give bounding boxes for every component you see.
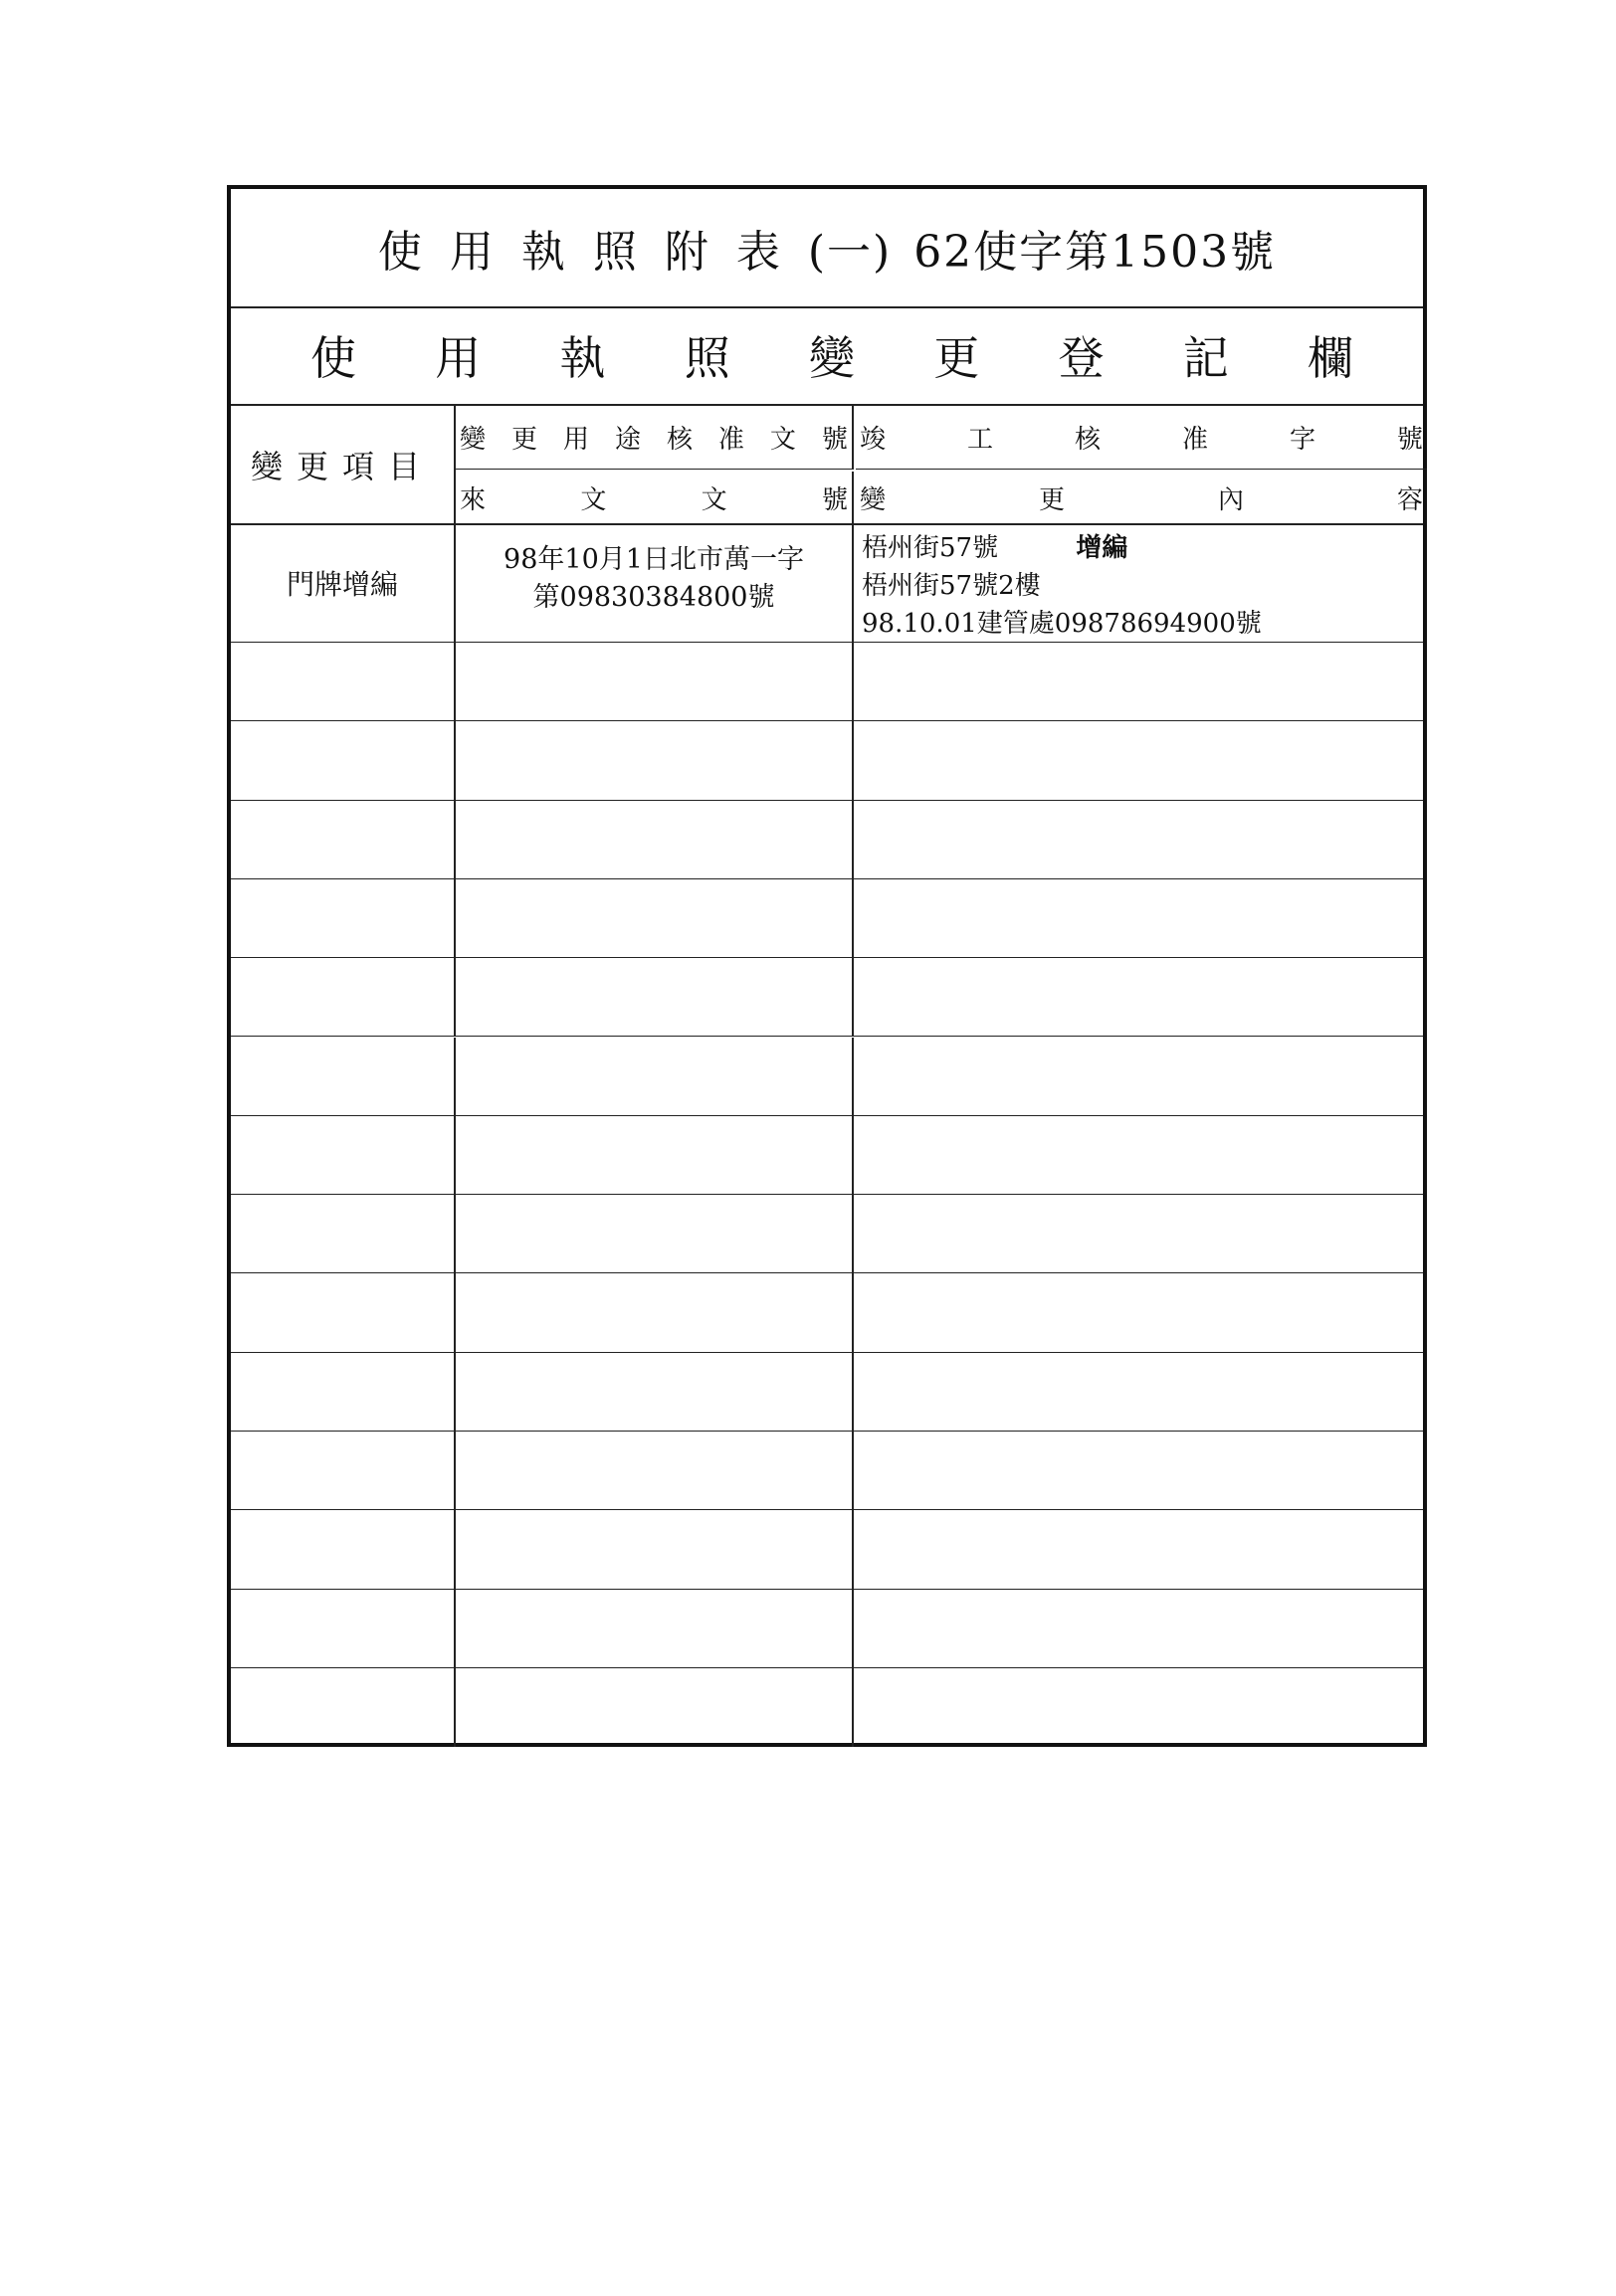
section-title-char: 使: [310, 331, 356, 385]
table-header: [231, 406, 1423, 525]
title-prefix: 使用執照附表: [377, 227, 808, 278]
empty-cell: [231, 1038, 456, 1115]
title-paren: (一): [807, 227, 893, 278]
empty-cell: [456, 1590, 854, 1667]
change-content-cell: [856, 523, 1427, 642]
empty-cell: [456, 1116, 854, 1194]
empty-cell: [231, 958, 456, 1036]
table-row: [231, 523, 1423, 643]
empty-cell: [231, 1116, 456, 1194]
section-title-char: 變: [809, 331, 855, 385]
table-row: [231, 958, 1423, 1037]
empty-cell: [456, 721, 854, 799]
empty-cell: [231, 721, 456, 799]
header-incoming-doc-no: 來 文 文 號: [456, 472, 854, 523]
empty-cell: [231, 1273, 456, 1351]
change-item-cell: 門牌增編: [231, 523, 456, 642]
section-title-char: 記: [1182, 331, 1229, 385]
table-row: [231, 1353, 1423, 1432]
empty-cell: [456, 958, 854, 1036]
empty-cell: [456, 1195, 854, 1272]
empty-cell: [856, 1273, 1427, 1351]
empty-cell: [456, 1510, 854, 1588]
form-title: [231, 189, 1423, 308]
empty-cell: [856, 1590, 1427, 1667]
empty-cell: [456, 801, 854, 878]
content-line-3: 98.10.01建管處09878694900號: [862, 609, 1262, 639]
table-row: [231, 721, 1423, 800]
permit-number: 62使字第1503號: [913, 227, 1277, 278]
content-line-2: 梧州街57號2樓: [862, 571, 1041, 601]
section-title-char: 登: [1058, 331, 1105, 385]
empty-cell: [231, 1432, 456, 1509]
empty-cell: [856, 1353, 1427, 1431]
doc-line-1: 98年10月1日北市萬一字: [504, 544, 804, 575]
table-row: [231, 1195, 1423, 1273]
empty-cell: [856, 1432, 1427, 1509]
table-row: [231, 1590, 1423, 1668]
empty-cell: [856, 958, 1427, 1036]
empty-cell: [456, 1038, 854, 1115]
empty-cell: [856, 1195, 1427, 1272]
empty-cell: [456, 1353, 854, 1431]
empty-cell: [456, 879, 854, 957]
header-change-content: 變 更 內 容: [860, 484, 1423, 515]
table-row: [231, 1273, 1423, 1352]
empty-cell: [231, 801, 456, 878]
content-tag: 增編: [1076, 533, 1128, 563]
content-line-1: 梧州街57號 增編: [862, 533, 1128, 563]
empty-cell: [231, 1353, 456, 1431]
empty-cell: [231, 1195, 456, 1272]
table-row: [231, 1510, 1423, 1589]
empty-cell: [231, 643, 456, 720]
empty-cell: [856, 1510, 1427, 1588]
section-title-char: 照: [684, 331, 730, 385]
empty-cell: [856, 643, 1427, 720]
table-row: [231, 1432, 1423, 1510]
section-title: [231, 306, 1423, 406]
usage-permit-form: [227, 185, 1427, 1747]
empty-cell: [231, 1668, 456, 1747]
table-row: [231, 1116, 1423, 1195]
empty-cell: [456, 1432, 854, 1509]
table-row: [231, 879, 1423, 958]
empty-cell: [856, 801, 1427, 878]
empty-cell: [856, 879, 1427, 957]
doc-number-cell: [456, 523, 854, 642]
header-change-use-approval-no: 變 更 用 途 核 准 文 號: [456, 406, 854, 470]
table-row: [231, 1668, 1423, 1747]
empty-cell: [856, 1116, 1427, 1194]
header-completion-approval-no: 竣 工 核 准 字 號: [856, 406, 1427, 470]
empty-cell: [456, 643, 854, 720]
empty-cell: [231, 879, 456, 957]
header-change-item: 變更項目: [231, 406, 456, 523]
section-title-char: 更: [933, 331, 980, 385]
empty-cell: [456, 1273, 854, 1351]
empty-cell: [856, 721, 1427, 799]
empty-cell: [856, 1038, 1427, 1115]
empty-cell: [856, 1668, 1427, 1747]
empty-cell: [456, 1668, 854, 1747]
doc-line-2: 第09830384800號: [532, 582, 775, 613]
table-row: [231, 801, 1423, 879]
table-row: [231, 1038, 1423, 1116]
section-title-char: 執: [559, 331, 606, 385]
empty-cell: [231, 1590, 456, 1667]
table-row: [231, 643, 1423, 721]
section-title-char: 欄: [1308, 331, 1353, 385]
empty-cell: [231, 1510, 456, 1588]
section-title-char: 用: [435, 331, 482, 385]
